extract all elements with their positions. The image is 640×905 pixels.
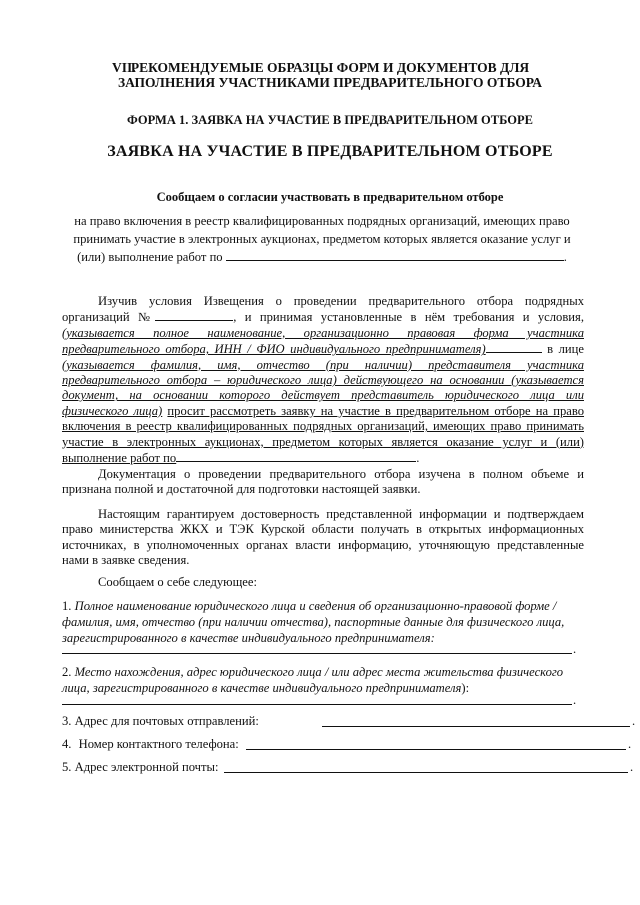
item-5-text: Адрес электронной почты: <box>74 760 219 774</box>
item-4-text: Номер контактного телефона: <box>78 737 239 751</box>
item-3-text: Адрес для почтовых отправлений: <box>74 714 259 728</box>
item-4-dot: . <box>628 737 632 751</box>
intro-end: . <box>563 250 567 264</box>
item-3-dot: . <box>632 714 636 728</box>
item-1 <box>62 598 584 646</box>
para1-a: Изучив условия Извещения о проведении предварительного отбора подрядных организаций № <box>62 294 584 325</box>
intro-text: на право включения в реестр квалифицированных подрядных организаций, имеющих право принимать участие в электронных аукционах, предметом которых является оказание услуг и (или) выполнение работ по <box>73 214 571 264</box>
section-heading <box>100 60 560 90</box>
item-3-number: 3. <box>62 714 72 728</box>
guarantee-paragraph: Настоящим гарантируем достоверность представленной информации и подтверждаем право министерства ЖКХ и ТЭК Курской области получать в открытых информационных источниках, в уполномоченных органах власти информацию, уточняющую представленные нами в заявке сведения. <box>62 507 584 568</box>
item-2 <box>62 664 584 696</box>
para1-c: (указывается полное наименование, организационно правовая форма участника предварительного отбора, ИНН / ФИО индивидуального предпринимателя) <box>62 325 584 357</box>
item-2-dot: . <box>573 693 577 707</box>
item-2-tail: ): <box>461 681 470 695</box>
para1-d: в лице <box>547 342 584 357</box>
item-1-number: 1. <box>62 599 72 613</box>
item-2-answer-line[interactable] <box>62 704 572 705</box>
form-label: ФОРМА 1. ЗАЯВКА НА УЧАСТИЕ В ПРЕДВАРИТЕЛЬНОМ ОТБОРЕ <box>127 113 533 127</box>
item-2-number: 2. <box>62 665 72 679</box>
item-1-text: Полное наименование юридического лица и сведения об организационно-правовой форме / фамилия, имя, отчество (при наличии отчества), паспортные данные для физического лица, зарегистрированного в качестве индивидуального предпринимателя: <box>62 599 565 645</box>
postal-address-field[interactable] <box>322 726 630 727</box>
application-paragraph <box>62 294 584 466</box>
item-2-text: Место нахождения, адрес юридического лица / или адрес места жительства физического лица, зарегистрированного в качестве индивидуального предпринимателя <box>62 665 564 695</box>
consent-heading: Сообщаем о согласии участвовать в предварительном отборе <box>156 190 504 204</box>
para1-e: (указывается фамилия, имя, отчество (при наличии) представителя участника предварительного отбора – юридического лица) действующего на основании (указывается документ, на основании которого действует представитель юридического лица или физического лица) <box>62 357 584 418</box>
para1-g: . <box>416 451 420 466</box>
notice-number-field[interactable] <box>155 309 233 321</box>
item-5-number: 5. <box>62 760 72 774</box>
item-3 <box>62 714 636 730</box>
documentation-paragraph: Документация о проведении предварительного отбора изучена в полном объеме и признана полной и достаточной для подготовки настоящей заявки. <box>62 467 584 497</box>
about-us-paragraph: Сообщаем о себе следующее: <box>98 575 257 589</box>
intro-work-field[interactable] <box>226 248 564 261</box>
item-1-dot: . <box>573 642 577 656</box>
main-title: ЗАЯВКА НА УЧАСТИЕ В ПРЕДВАРИТЕЛЬНОМ ОТБОРЕ <box>107 143 553 160</box>
email-field[interactable] <box>224 772 628 773</box>
intro-paragraph <box>58 212 586 266</box>
para1-f: просит рассмотреть заявку на участие в предварительном отборе на право включения в реестр квалифицированных подрядных организаций, имеющих право принимать участие в электронных аукционах, предметом которых является оказание услуг и (или) выполнение работ по <box>62 403 585 466</box>
phone-field[interactable] <box>246 749 626 750</box>
section-number: VII. <box>112 60 136 75</box>
item-5 <box>62 760 634 776</box>
item-5-dot: . <box>630 760 634 774</box>
item-4-number: 4. <box>62 737 72 751</box>
work-type-field[interactable] <box>176 450 416 462</box>
section-title: РЕКОМЕНДУЕМЫЕ ОБРАЗЦЫ ФОРМ И ДОКУМЕНТОВ ДЛЯ ЗАПОЛНЕНИЯ УЧАСТНИКАМИ ПРЕДВАРИТЕЛЬНОГО ОТБОРА <box>117 60 543 90</box>
item-1-answer-line[interactable] <box>62 653 572 654</box>
item-4 <box>62 737 632 753</box>
para1-b: , и принимая установленные в нём требования и условия, <box>233 310 584 325</box>
participant-field[interactable] <box>486 341 542 353</box>
